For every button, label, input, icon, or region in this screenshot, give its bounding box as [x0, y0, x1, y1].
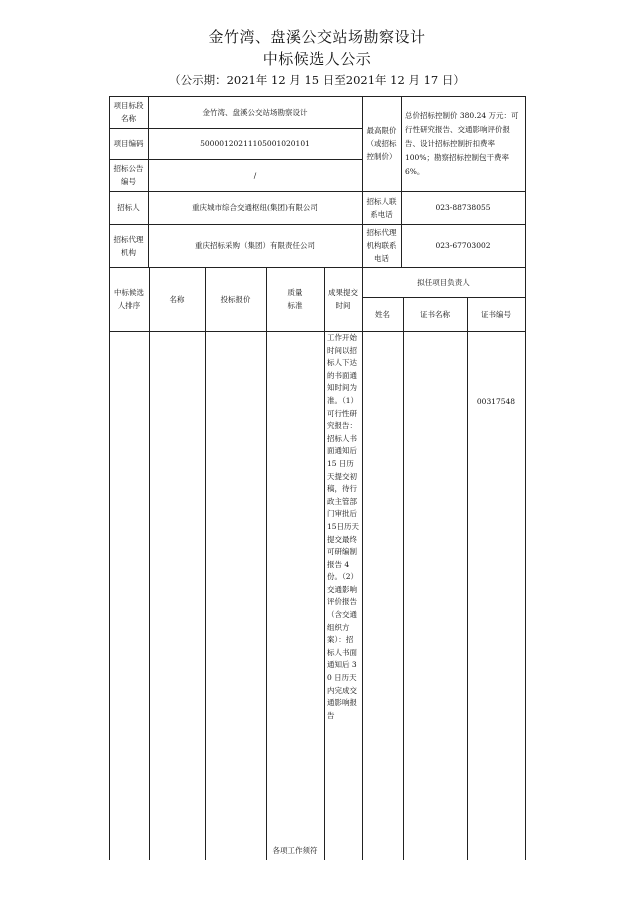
tenderer-label: 招标人	[117, 203, 140, 212]
notice-no-value: /	[253, 170, 257, 180]
header-bid-price: 投标报价	[220, 294, 251, 304]
row1-cert-no: 00317548	[476, 396, 516, 406]
header-name: 名称	[169, 294, 185, 304]
section-name-value: 金竹湾、盘溪公交站场勘察设计	[202, 107, 308, 117]
table-border-right	[525, 96, 526, 860]
tenderer-value: 重庆城市综合交通枢纽(集团)有限公司	[192, 203, 318, 212]
header-cert-no: 证书编号	[481, 309, 511, 319]
agency-phone-value: 023-67703002	[435, 241, 491, 250]
tenderer-phone-value: 023-88738055	[435, 203, 491, 212]
project-code-label: 项目编码	[113, 139, 144, 148]
project-code-value: 500001202111050010201​01	[200, 139, 310, 148]
max-price-label: 最高限价（或招标控制价）	[366, 126, 397, 161]
header-rank: 中标候选人排序	[114, 288, 144, 310]
grid-line	[109, 331, 525, 332]
agency-value: 重庆招标采购（集团）有限责任公司	[195, 241, 315, 250]
row1-delivery-time: 工作开始时间以招标人下达的书面通知时间为准。（1）可行性研究报告：招标人书面通知后 15 日历天提交初稿，待行政主管部门审批后15日历天提交最终可研编制报告 4 份。（2）交通影响评价报告（含交通组织方案）：招标人书面通知后 30 日历天内完成交通影响报告	[327, 333, 360, 720]
grid-line	[467, 297, 468, 860]
grid-line	[403, 297, 404, 860]
agency-phone-label: 招标代理机构联系电话	[366, 228, 397, 263]
tenderer-phone-label: 招标人联系电话	[366, 196, 397, 219]
grid-line	[149, 267, 150, 860]
header-project-leader: 拟任项目负责人	[417, 277, 470, 287]
header-leader-name: 姓名	[375, 309, 390, 319]
grid-line	[362, 267, 363, 860]
grid-line	[205, 267, 206, 860]
section-name-label: 项目标段名称	[113, 101, 144, 123]
max-price-value: 总价招标控制价 380.24 万元：可行性研究报告、交通影响评价报告、设计招标控制折扣费率 100%；勘察招标控制包干费率 6%。	[405, 110, 519, 176]
header-quality: 质量标准	[287, 288, 303, 310]
grid-line	[266, 267, 267, 860]
header-delivery-time: 成果提交时间	[328, 288, 358, 310]
row1-quality: 各项工作须符	[272, 845, 318, 855]
document-subtitle: 中标候选人公示	[262, 50, 372, 68]
header-cert-name: 证书名称	[420, 309, 450, 319]
document-title: 金竹湾、盘溪公交站场勘察设计	[208, 28, 426, 46]
agency-label: 招标代理机构	[113, 234, 144, 257]
publicity-period: （公示期：2021年 12 月 15 日至2021年 12 月 17 日）	[169, 73, 465, 87]
grid-line	[324, 267, 325, 860]
notice-no-label: 招标公告编号	[113, 164, 144, 186]
